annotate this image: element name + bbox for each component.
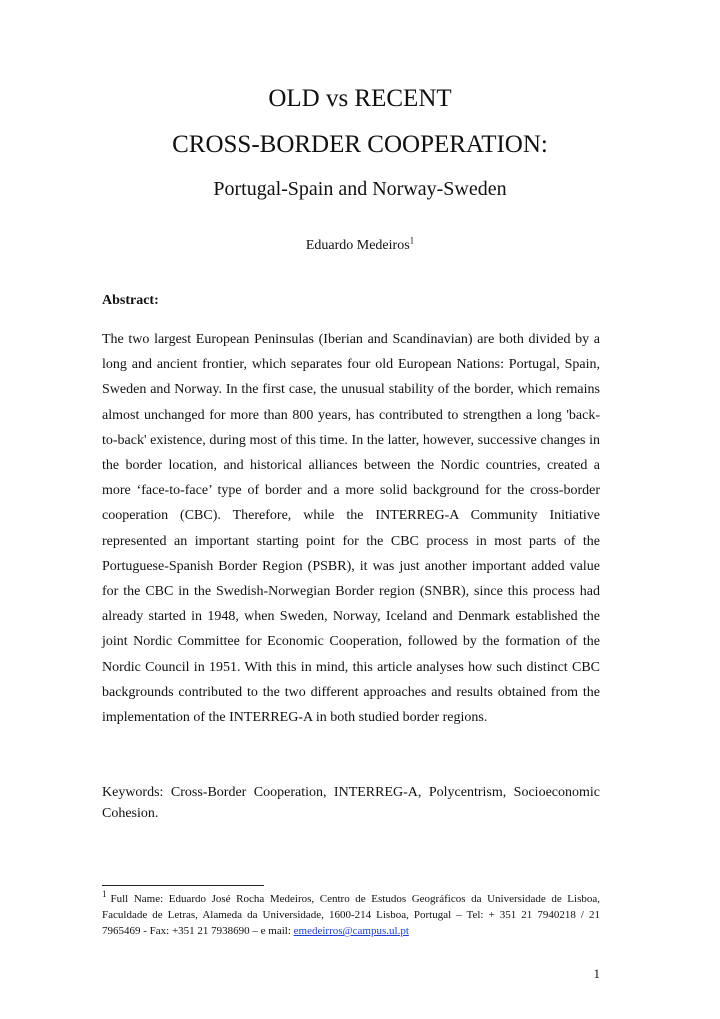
footnote-mark: 1	[102, 889, 107, 900]
keywords: Keywords: Cross-Border Cooperation, INTERREG-A, Polycentrism, Socioeconomic Cohesion.	[102, 785, 600, 821]
footnote	[102, 891, 600, 939]
footnote-text: Full Name: Eduardo José Rocha Medeiros, Centro de Estudos Geográficos da Universidade de Lisboa, Faculdade de Letras, Alameda da Universidade, 1600-214 Lisboa, Portugal – Tel: + 351 21 7940218 / 21 7965469 - Fax: +351 21 7938690 – e mail:	[102, 893, 600, 937]
author-name: Eduardo Medeiros	[305, 238, 410, 253]
footnote-email-link[interactable]: emedeirros@campus.ul.pt	[293, 925, 409, 937]
author-footnote-mark: 1	[409, 235, 415, 246]
title-line-2: CROSS-BORDER COOPERATION:	[172, 131, 548, 158]
subtitle: Portugal-Spain and Norway-Sweden	[213, 178, 507, 200]
author-line	[0, 236, 720, 256]
title-line-1: OLD vs RECENT	[268, 85, 452, 112]
abstract-heading: Abstract:	[102, 293, 159, 308]
page-number: 1	[593, 966, 600, 981]
abstract-body: The two largest European Peninsulas (Iberian and Scandinavian) are both divided by a long and ancient frontier, which separates four old European Nations: Portugal, Spain, Sweden and Norway. In the first case, the unusual stability of the border, which remains almost unchanged for more than 800 years, has contributed to strengthen a long 'back-to-back' existence, during most of this time. In the latter, however, successive changes in the border location, and historical alliances between the Nordic countries, created a more ‘face-to-face’ type of border and a more solid background for the cross-border cooperation (CBC). Therefore, while the INTERREG-A Community Initiative represented an important starting point for the CBC process in most parts of the Portuguese-Spanish Border Region (PSBR), it was just another important added value for the CBC in the Swedish-Norwegian Border region (SNBR), since this process had already started in 1948, when Sweden, Norway, Iceland and Denmark established the joint Nordic Committee for Economic Cooperation, followed by the formation of the Nordic Council in 1951. With this in mind, this article analyses how such distinct CBC backgrounds contributed to the two different approaches and results obtained from the implementation of the INTERREG-A in both studied border regions.	[102, 332, 600, 726]
footnote-divider	[102, 885, 264, 886]
